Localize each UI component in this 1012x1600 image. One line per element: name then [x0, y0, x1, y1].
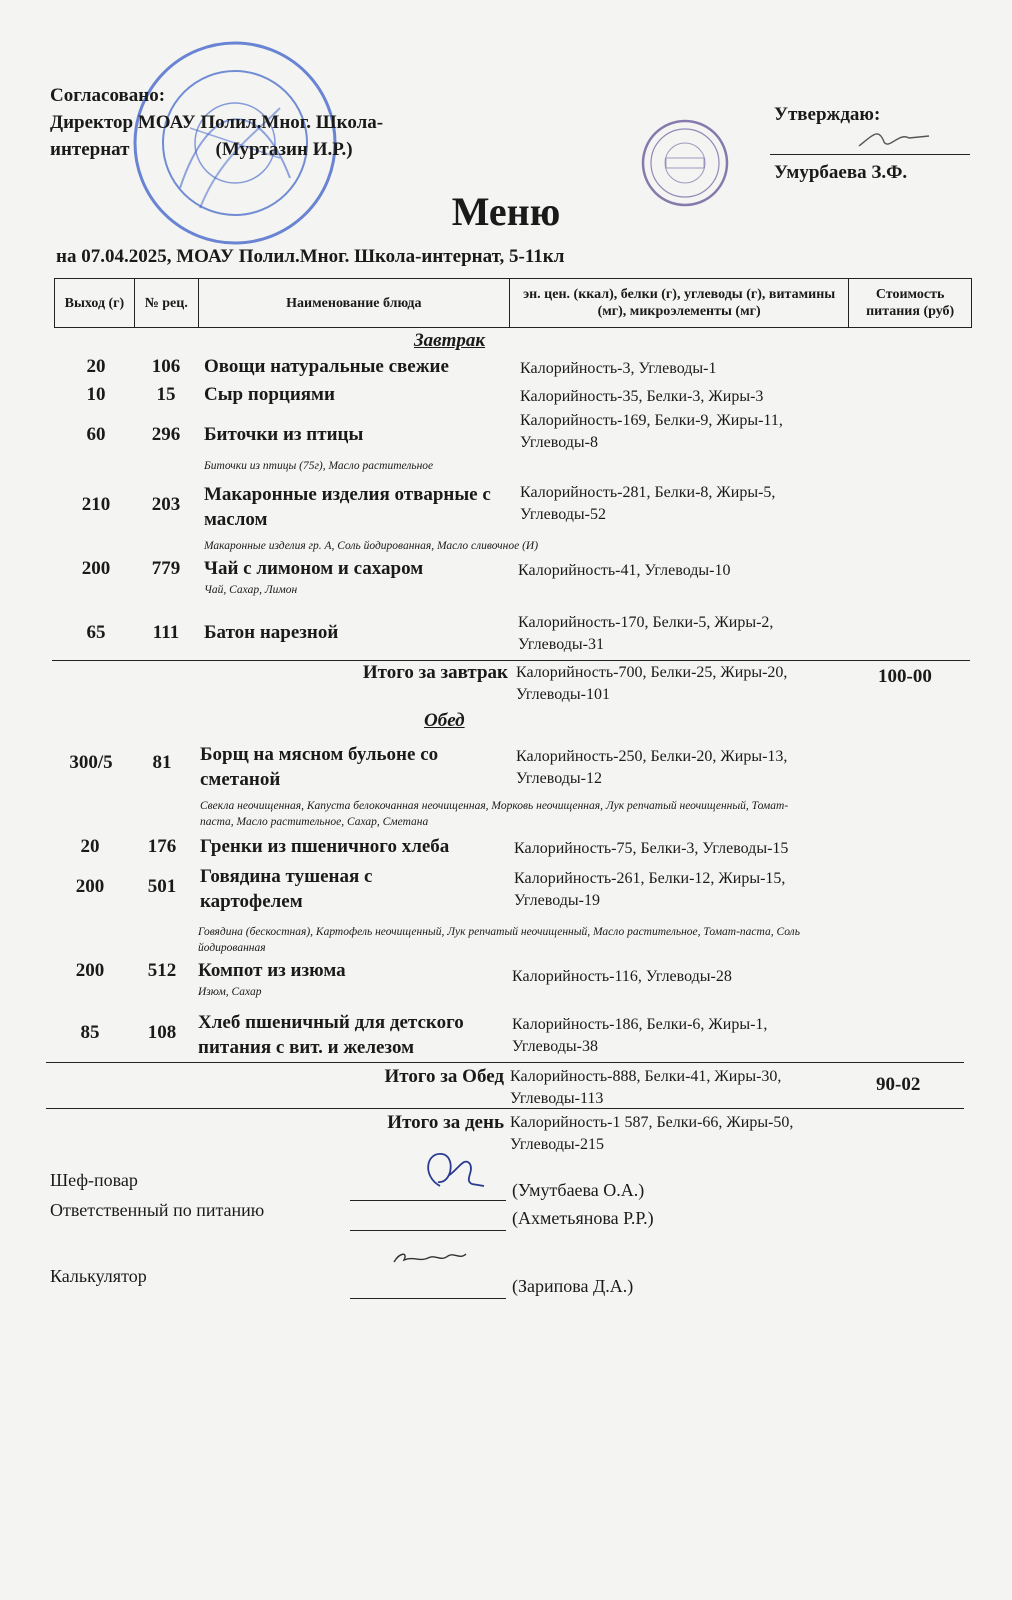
lunch-total-cost: 90-02: [876, 1074, 921, 1095]
menu-document: Согласовано: Директор МОАУ Полил.Мног. Школа- интернат (Муртазин И.Р.) Утверждаю: Умурбаева З.Ф. Меню на 07.04.2025, МОАУ Полил.Мног. Школа-интернат, 5-11кл Выход (г) № рец. Наименование блюда эн. цен. (ккал), белки (г), углеводы (г), витамины (мг), микроэлементы (мг) Стоимость питания (руб) Завтрак 20 106 Овощи натуральные свежие Калорийность-3, Углеводы-1 10 15 Сыр порциями Калорийность-35, Белки-3, Жиры-3 60 296 Биточки из птицы Калорийность-169, Белки-9, Жиры-11, Углеводы-8 Биточки из птицы (75г), Масло растительное 210 203 Макаронные изделия отварные с маслом Калорийность-281, Белки-8, Жиры-5, Углеводы-52 Макаронные изделия гр. А, Соль йодированная, Масло сливочное (И) 200 779 Чай с лимоном и сахаром Калорийность-41, Углеводы-10 Чай, Сахар, Лимон 65 111 Батон нарезной Калорийность-170, Белки-5, Жиры-2, Углеводы-31 Итого за завтрак Калорийность-700, Белки-25, Жиры-20, Углеводы-101 100-00 Обед 300/5 81 Борщ на мясном бульоне со сметаной Калорийность-250, Белки-20, Жиры-13, Углеводы-12 Свекла неочищенная, Капуста белокочанная неочищенная, Морковь неочищенная, Лук репчатый неочищенный, Томат-паста, Масло растительное, Сахар, Сметана 20 176 Гренки из пшеничного хлеба Калорийность-75, Белки-3, Углеводы-15 200 501 Говядина тушеная с картофелем Калорийность-261, Белки-12, Жиры-15, Углеводы-19 Говядина (бескостная), Картофель неочищенный, Лук репчатый неочищенный, Масло растительное, Томат-паста, Соль йодированная 200 512 Компот из изюма Калорийность-116, Углеводы-28 Изюм, Сахар 85 108 Хлеб пшеничный для детского питания с вит. и железом Калорийность-186, Белки-6, Жиры-1, Углеводы-38 Итого за Обед Калорийность-888, Белки-41, Жиры-30, Углеводы-113 90-02 Итого за день Калорийность-1 587, Белки-66, Жиры-50, Углеводы-215 Шеф-повар (Умутбаева О.А.) Ответственный по питанию (Ахметьянова Р.Р.) Калькулятор (Зарипова Д.А.): [0, 0, 1012, 1600]
chef-signature: [412, 1146, 492, 1198]
responsible-name: (Ахметьянова Р.Р.): [512, 1208, 654, 1228]
approval-block: [50, 82, 383, 163]
director-signature: [854, 124, 934, 154]
lunch-total-divider: [46, 1062, 964, 1063]
internat-word: интернат: [50, 139, 130, 160]
chef-label: Шеф-повар: [50, 1170, 138, 1190]
responsible-label: Ответственный по питанию: [50, 1200, 265, 1220]
breakfast-total-cost: 100-00: [878, 666, 932, 687]
col-nutrition: эн. цен. (ккал), белки (г), углеводы (г), витамины (мг), микроэлементы (мг): [510, 279, 849, 327]
confirm-signature-line: [770, 154, 970, 155]
chef-signature-line: [350, 1200, 506, 1201]
col-cost: Стоимость питания (руб): [866, 287, 955, 319]
calculator-signature: [390, 1246, 470, 1270]
page-subtitle: на 07.04.2025, МОАУ Полил.Мног. Школа-интернат, 5-11кл: [56, 246, 565, 267]
confirm-name: Умурбаева З.Ф.: [774, 162, 908, 183]
chef-name: (Умутбаева О.А.): [512, 1180, 645, 1200]
approved-label: Согласовано:: [50, 85, 166, 106]
section-lunch: Обед: [424, 710, 465, 731]
confirm-label: Утверждаю:: [774, 104, 881, 125]
col-name: Наименование блюда: [199, 279, 510, 327]
breakfast-total-divider: [52, 660, 970, 661]
director-line: Директор МОАУ Полил.Мног. Школа-: [50, 112, 384, 133]
director-name: (Муртазин И.Р.): [215, 139, 353, 160]
page-title: Меню: [451, 189, 561, 234]
section-breakfast: Завтрак: [414, 330, 486, 351]
calculator-name: (Зарипова Д.А.): [512, 1276, 634, 1296]
calculator-label: Калькулятор: [50, 1266, 147, 1286]
table-header: [54, 278, 972, 328]
calculator-signature-line: [350, 1298, 506, 1299]
day-total-divider: [46, 1108, 964, 1109]
col-recipe: № рец.: [135, 279, 199, 327]
col-output: Выход (г): [55, 279, 135, 327]
responsible-signature-line: [350, 1230, 506, 1231]
confirm-block: [774, 104, 908, 183]
